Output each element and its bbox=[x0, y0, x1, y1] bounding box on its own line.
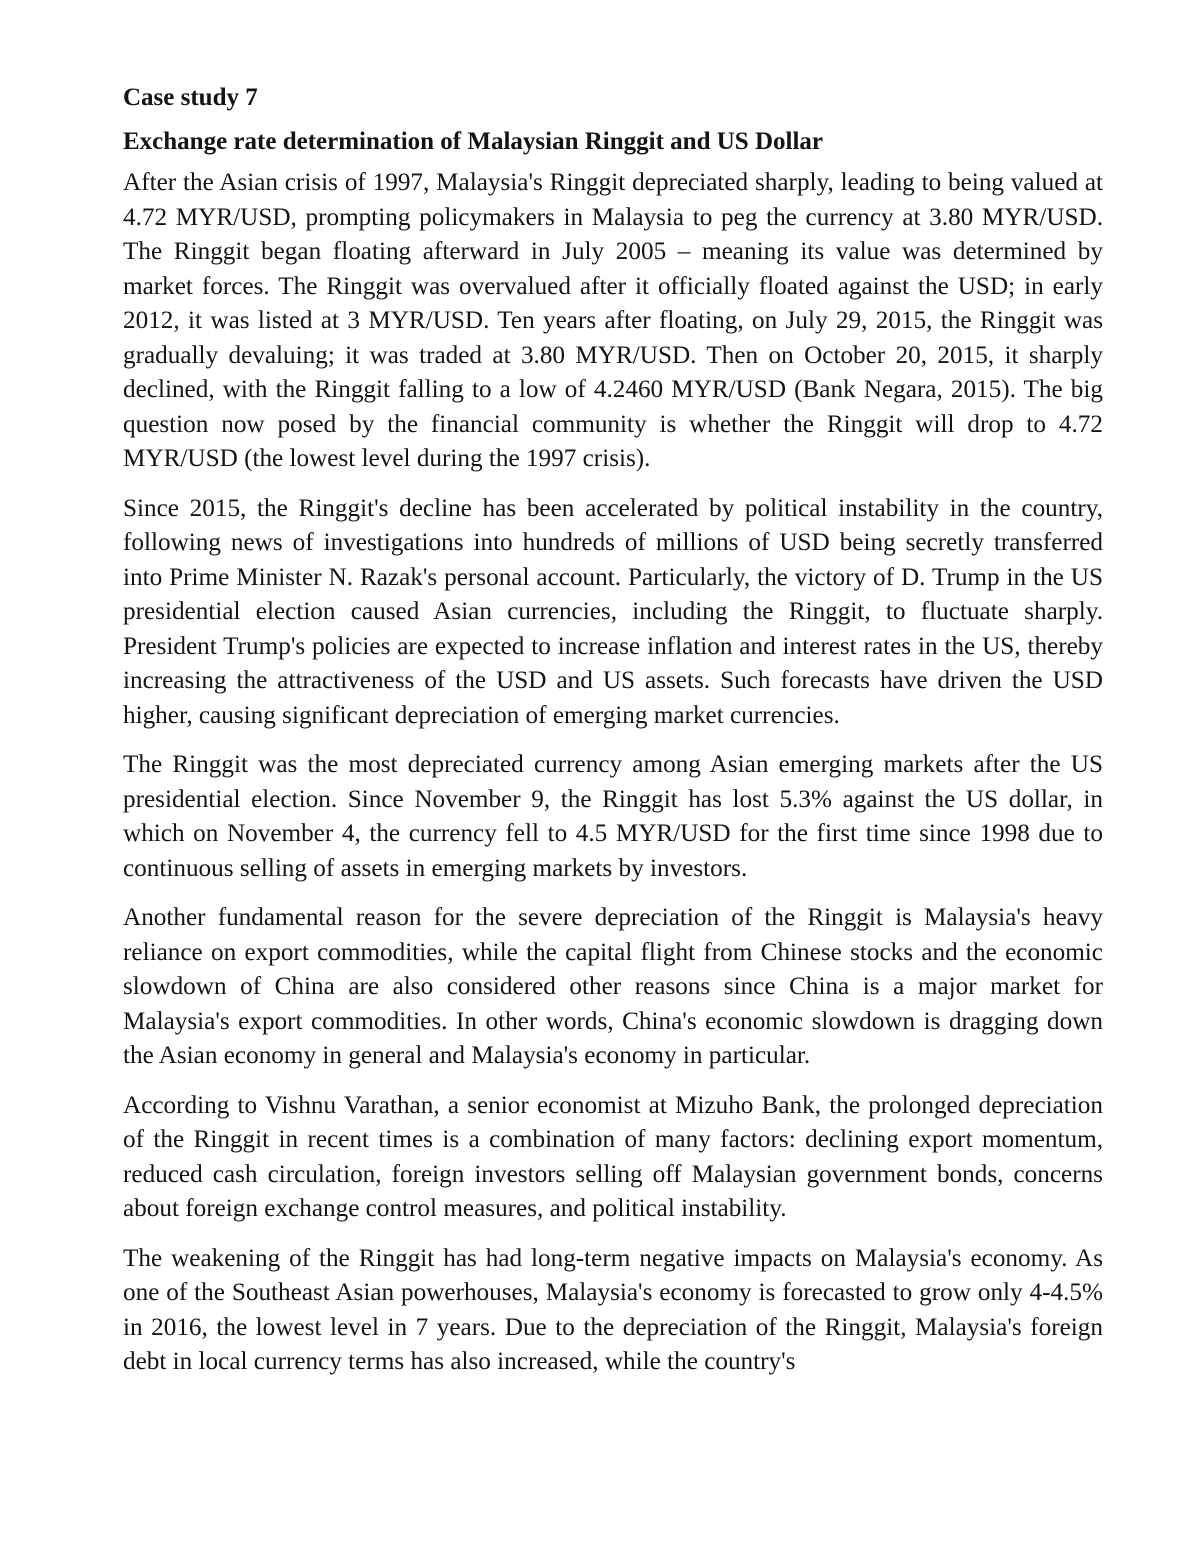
paragraph-political-instability: Since 2015, the Ringgit's decline has been accelerated by political instability in the country, following news of investigations into hundreds of millions of USD being secretly transferred into Prime Minister N. Razak's personal account. Particularly, the victory of D. Trump in the US presidential election caused Asian currencies, including the Ringgit, to fluctuate sharply. President Trump's policies are expected to increase inflation and interest rates in the US, thereby increasing the attractiveness of the USD and US assets. Such forecasts have driven the USD higher, causing significant depreciation of emerging market currencies. bbox=[123, 494, 1103, 729]
paragraph-asian-crisis: After the Asian crisis of 1997, Malaysia's Ringgit depreciated sharply, leading to being valued at 4.72 MYR/USD, prompting policymakers in Malaysia to peg the currency at 3.80 MYR/USD. The Ringgit began floating afterward in July 2005 – meaning its value was determined by market forces. The Ringgit was overvalued after it officially floated against the USD; in early 2012, it was listed at 3 MYR/USD. Ten years after floating, on July 29, 2015, the Ringgit was gradually devaluing; it was traded at 3.80 MYR/USD. Then on October 20, 2015, it sharply declined, with the Ringgit falling to a low of 4.2460 MYR/USD (Bank Negara, 2015). The big question now posed by the financial community is whether the Ringgit will drop to 4.72 MYR/USD (the lowest level during the 1997 crisis). bbox=[123, 169, 1103, 472]
document-title: Exchange rate determination of Malaysian Ringgit and US Dollar bbox=[123, 128, 823, 155]
case-study-label: Case study 7 bbox=[123, 84, 258, 111]
document-body bbox=[123, 80, 1103, 1395]
paragraph-export-reliance: Another fundamental reason for the severe depreciation of the Ringgit is Malaysia's heavy reliance on export commodities, while the capital flight from Chinese stocks and the economic slowdown of China are also considered other reasons since China is a major market for Malaysia's export commodities. In other words, China's economic slowdown is dragging down the Asian economy in general and Malaysia's economy in particular. bbox=[123, 904, 1103, 1069]
paragraph-economist-view: According to Vishnu Varathan, a senior economist at Mizuho Bank, the prolonged depreciation of the Ringgit in recent times is a combination of many factors: declining export momentum, reduced cash circulation, foreign investors selling off Malaysian government bonds, concerns about foreign exchange control measures, and political instability. bbox=[123, 1091, 1103, 1222]
paragraph-us-election: The Ringgit was the most depreciated currency among Asian emerging markets after the US presidential election. Since November 9, the Ringgit has lost 5.3% against the US dollar, in which on November 4, the currency fell to 4.5 MYR/USD for the first time since 1998 due to continuous selling of assets in emerging markets by investors. bbox=[123, 751, 1103, 882]
paragraph-economic-impact: The weakening of the Ringgit has had long-term negative impacts on Malaysia's economy. As one of the Southeast Asian powerhouses, Malaysia's economy is forecasted to grow only 4-4.5% in 2016, the lowest level in 7 years. Due to the depreciation of the Ringgit, Malaysia's foreign debt in local currency terms has also increased, while the country's bbox=[123, 1244, 1103, 1375]
